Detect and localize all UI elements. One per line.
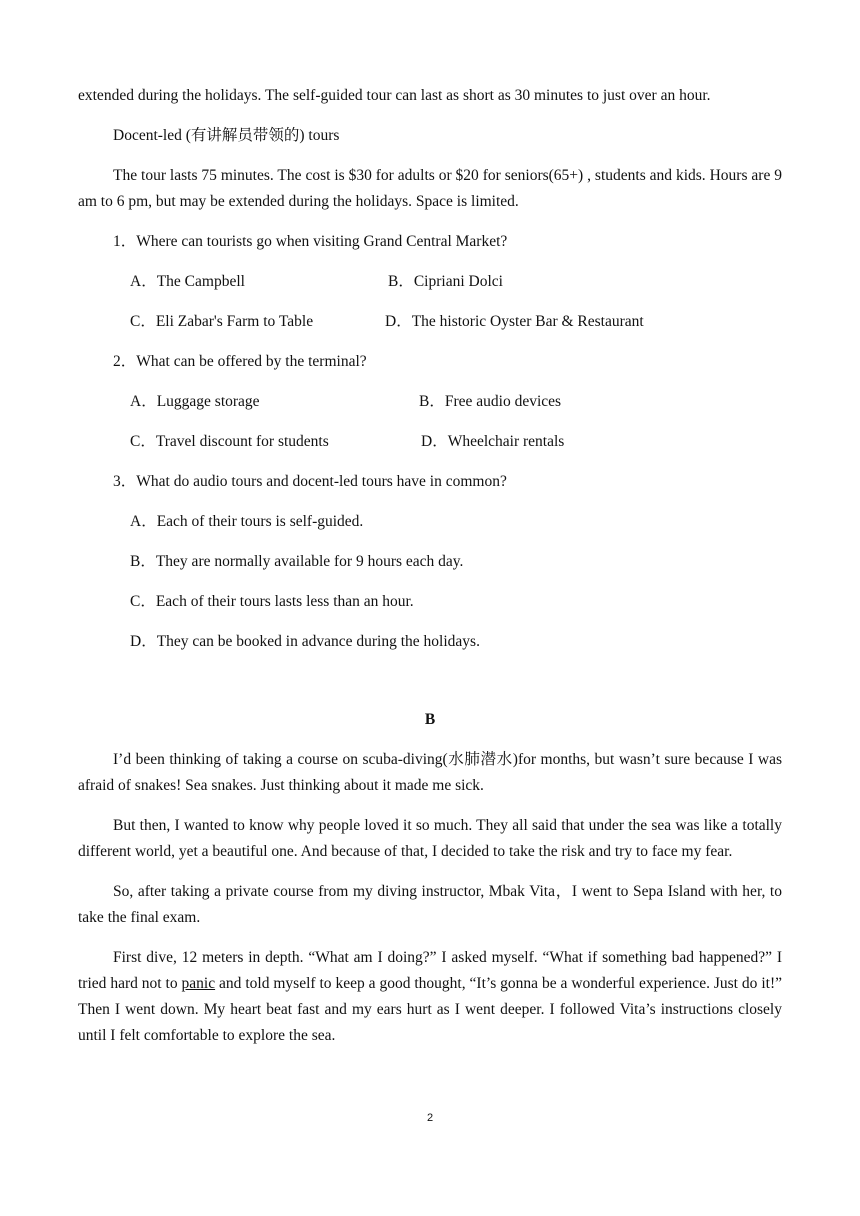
question-1-option-b[interactable]: B．Cipriani Dolci xyxy=(388,273,503,290)
underlined-word-panic: panic xyxy=(181,975,216,992)
passage-b-paragraph-3: So, after taking a private course from my diving instructor, Mbak Vita，I went to Sepa Island with her, to take the final exam. xyxy=(78,883,782,926)
docent-tours-heading: Docent-led (有讲解员带领的) tours xyxy=(113,127,340,144)
question-3-option-a[interactable]: A．Each of their tours is self-guided. xyxy=(130,513,364,530)
question-2-options-row-1 xyxy=(130,389,782,415)
passage-b-paragraph-1: I’d been thinking of taking a course on scuba-diving(水肺潜水)for months, but wasn’t sure because I was afraid of snakes! Sea snakes. Just thinking about it made me sick. xyxy=(78,751,782,794)
question-2-option-d[interactable]: D．Wheelchair rentals xyxy=(421,433,565,450)
question-1-option-d[interactable]: D．The historic Oyster Bar & Restaurant xyxy=(385,313,644,330)
question-1-option-a[interactable]: A．The Campbell xyxy=(130,273,245,290)
page-content xyxy=(78,83,782,1063)
question-2-option-a[interactable]: A．Luggage storage xyxy=(130,393,260,410)
question-2-option-b[interactable]: B．Free audio devices xyxy=(419,393,562,410)
question-1-option-c[interactable]: C．Eli Zabar's Farm to Table xyxy=(130,313,314,330)
question-1-options-row-1 xyxy=(130,269,782,295)
passage-b-paragraph-4 xyxy=(78,945,782,1049)
paragraph-self-guided-end: extended during the holidays. The self-guided tour can last as short as 30 minutes to just over an hour. xyxy=(78,87,711,104)
paragraph-4-text-before: First dive, 12 meters in depth. “What am I doing?” I asked myself. “What if something bad happened?” I tried hard not to xyxy=(78,949,782,992)
passage-b-paragraph-2: But then, I wanted to know why people loved it so much. They all said that under the sea was like a totally different world, yet a beautiful one. And because of that, I decided to take the risk and try to face my fear. xyxy=(78,817,782,860)
paragraph-4-text-after: and told myself to keep a good thought, “It’s gonna be a wonderful experience. Just do it!” Then I went down. My heart beat fast and my ears hurt as I went deeper. I followed Vita’s instructions closely until I felt comfortable to explore the sea. xyxy=(78,975,782,1044)
question-2-options-row-2 xyxy=(130,429,782,455)
section-b-heading: B xyxy=(424,711,436,728)
question-2-option-c[interactable]: C．Travel discount for students xyxy=(130,433,329,450)
docent-tours-description: The tour lasts 75 minutes. The cost is $30 for adults or $20 for seniors(65+) , students and kids. Hours are 9 am to 6 pm, but may be extended during the holidays. Space is limited. xyxy=(78,167,782,210)
question-3-stem: 3．What do audio tours and docent-led tours have in common? xyxy=(113,473,507,490)
question-3-option-d[interactable]: D．They can be booked in advance during the holidays. xyxy=(130,633,480,650)
page-number: 2 xyxy=(426,1112,434,1124)
question-3-option-c[interactable]: C．Each of their tours lasts less than an hour. xyxy=(130,593,414,610)
question-2-stem: 2．What can be offered by the terminal? xyxy=(113,353,367,370)
question-1-stem: 1．Where can tourists go when visiting Grand Central Market? xyxy=(113,233,508,250)
question-3-option-b[interactable]: B．They are normally available for 9 hours each day. xyxy=(130,553,464,570)
question-1-options-row-2 xyxy=(130,309,782,335)
